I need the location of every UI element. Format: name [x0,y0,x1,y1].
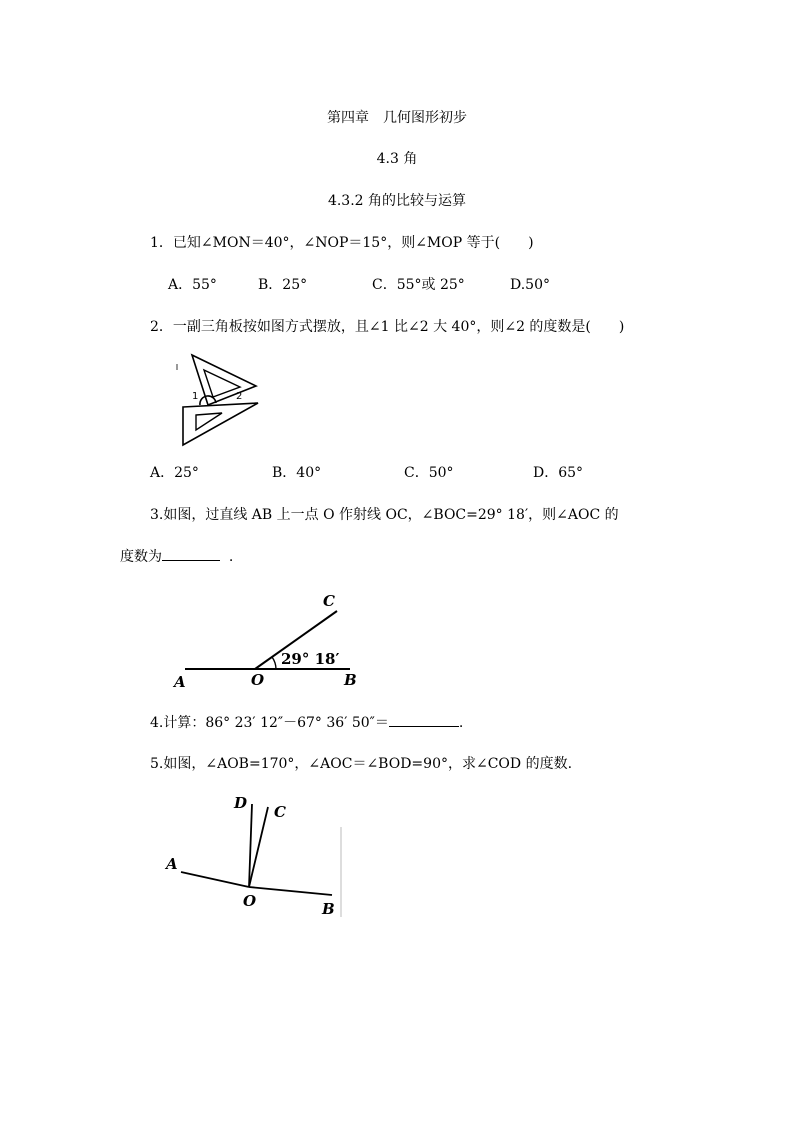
question-5-stem: 5.如图，∠AOB=170°，∠AOC＝∠BOD=90°，求∠COD 的度数. [150,756,573,772]
ray-ob [249,887,332,895]
question-1-stem: 1．已知∠MON＝40°，∠NOP＝15°，则∠MOP 等于( ) [150,235,534,251]
subsection-title: 4.3.2 角的比较与运算 [327,193,467,209]
q2-option-c: C．50° [404,465,454,481]
q5-label-c: C [274,803,286,821]
q4-stem-end: . [458,715,464,731]
q3-label-b: B [344,671,357,689]
q2-option-a: A．25° [150,465,199,481]
q3-label-a: A [174,673,186,691]
q3-stem-prefix: 度数为 [120,549,162,565]
q5-label-b: B [322,900,335,918]
q5-label-d: D [234,794,248,812]
question-2-stem: 2．一副三角板按如图方式摆放，且∠1 比∠2 大 40°，则∠2 的度数是( ) [150,319,625,335]
q3-angle-value: 29° 18′ [281,650,340,668]
q3-label-c: C [323,592,335,610]
section-title: 4.3 角 [376,151,418,167]
q5-label-a: A [166,855,178,873]
q1-option-b: B．25° [258,277,308,293]
q3-label-o: O [251,671,265,689]
q1-option-a: A．55° [168,277,217,293]
q3-stem-end: . [228,549,234,565]
question-3-stem-line1: 3.如图，过直线 AB 上一点 O 作射线 OC，∠BOC=29° 18′，则∠AOC 的 [150,507,619,523]
q1-option-d: D.50° [510,277,550,293]
chapter-title: 第四章 几何图形初步 [327,110,467,126]
q2-option-d: D．65° [533,465,584,481]
q2-label-angle-1: 1 [192,391,199,402]
q5-label-o: O [243,892,257,910]
q4-stem-text: 4.计算：86° 23′ 12″－67° 36′ 50″＝ [150,715,389,731]
q2-label-angle-2: 2 [236,391,243,402]
q2-option-b: B．40° [272,465,322,481]
ray-oa [181,872,249,887]
q1-option-c: C．55°或 25° [372,277,465,293]
